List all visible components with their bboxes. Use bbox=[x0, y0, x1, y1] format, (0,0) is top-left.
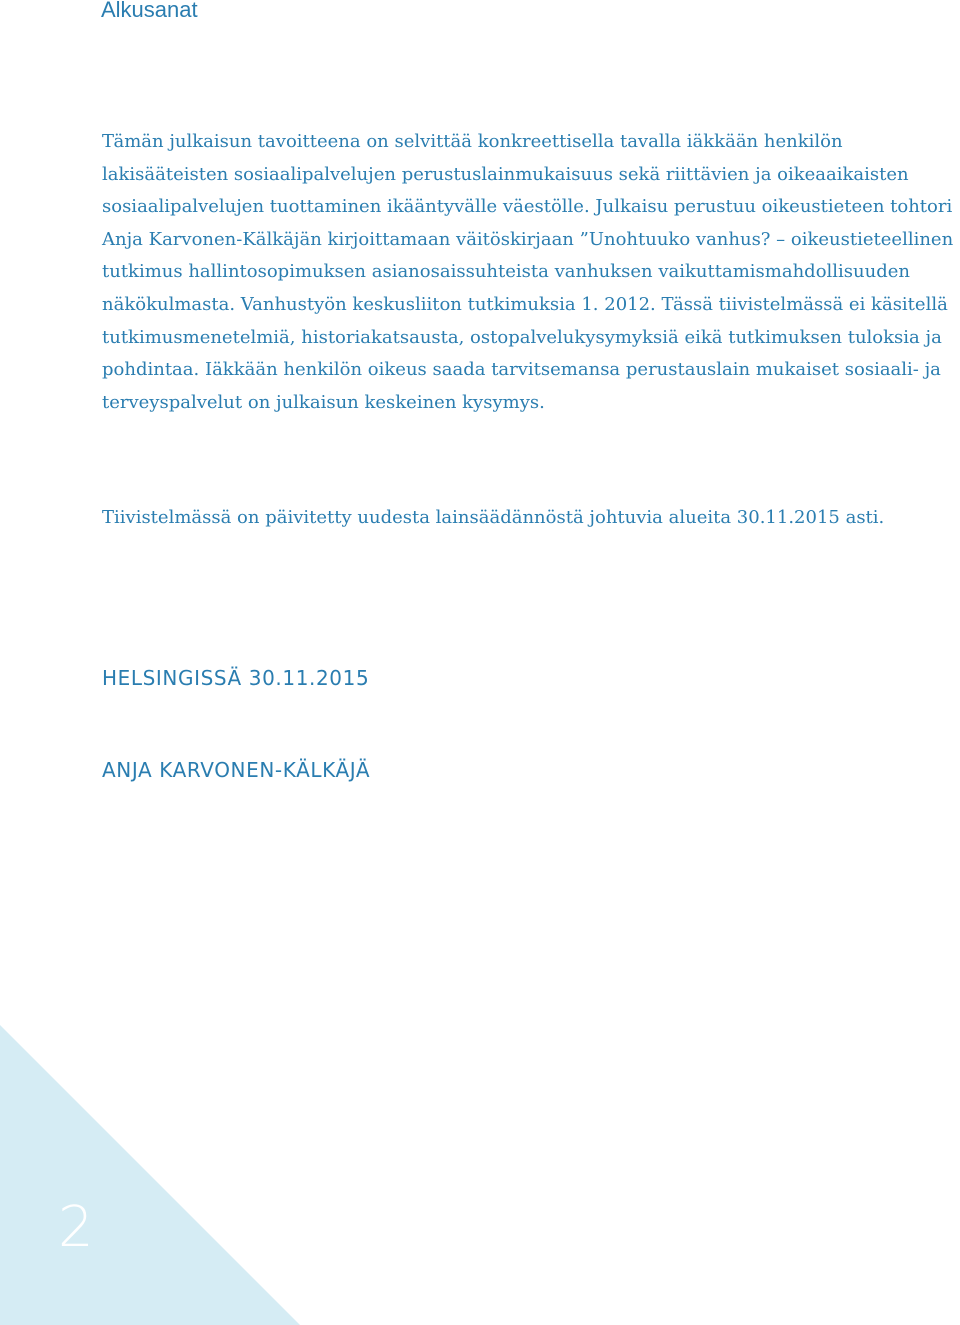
page-heading: Alkusanat bbox=[101, 0, 198, 22]
place-date-line: HELSINGISSÄ 30.11.2015 bbox=[102, 666, 370, 690]
corner-triangle-shape bbox=[0, 1025, 300, 1325]
body-paragraph-update-note: Tiivistelmässä on päivitetty uudesta lainsäädännöstä johtuvia alueita 30.11.2015 asti. bbox=[102, 507, 885, 528]
corner-triangle-decoration bbox=[0, 1025, 300, 1325]
body-paragraph-intro: Tämän julkaisun tavoitteena on selvittää konkreettisella tavalla iäkkään henkilön lakisääteisten sosiaalipalvelujen perustuslainmukaisuus sekä riittävien ja oikeaaikaisten sosiaalipalvelujen tuottaminen ikääntyvälle väestölle. Julkaisu perustuu oikeustieteen tohtori Anja Karvonen-Kälkäjän kirjoittamaan väitöskirjaan ”Unohtuuko vanhus? – oikeustieteellinen tutkimus hallintosopimuksen asianosaissuhteista vanhuksen vaikuttamismahdollisuuden näkökulmasta. Vanhustyön keskusliiton tutkimuksia 1. 2012. Tässä tiivistelmässä ei käsitellä tutkimusmenetelmiä, historiakatsausta, ostopalvelukysymyksiä eikä tutkimuksen tuloksia ja pohdintaa. Iäkkään henkilön oikeus saada tarvitsemansa perustauslain mukaiset sosiaali- ja terveyspalvelut on julkaisun keskeinen kysymys. bbox=[102, 131, 954, 413]
author-name: ANJA KARVONEN-KÄLKÄJÄ bbox=[102, 758, 371, 782]
page-number: 2 bbox=[58, 1195, 94, 1260]
